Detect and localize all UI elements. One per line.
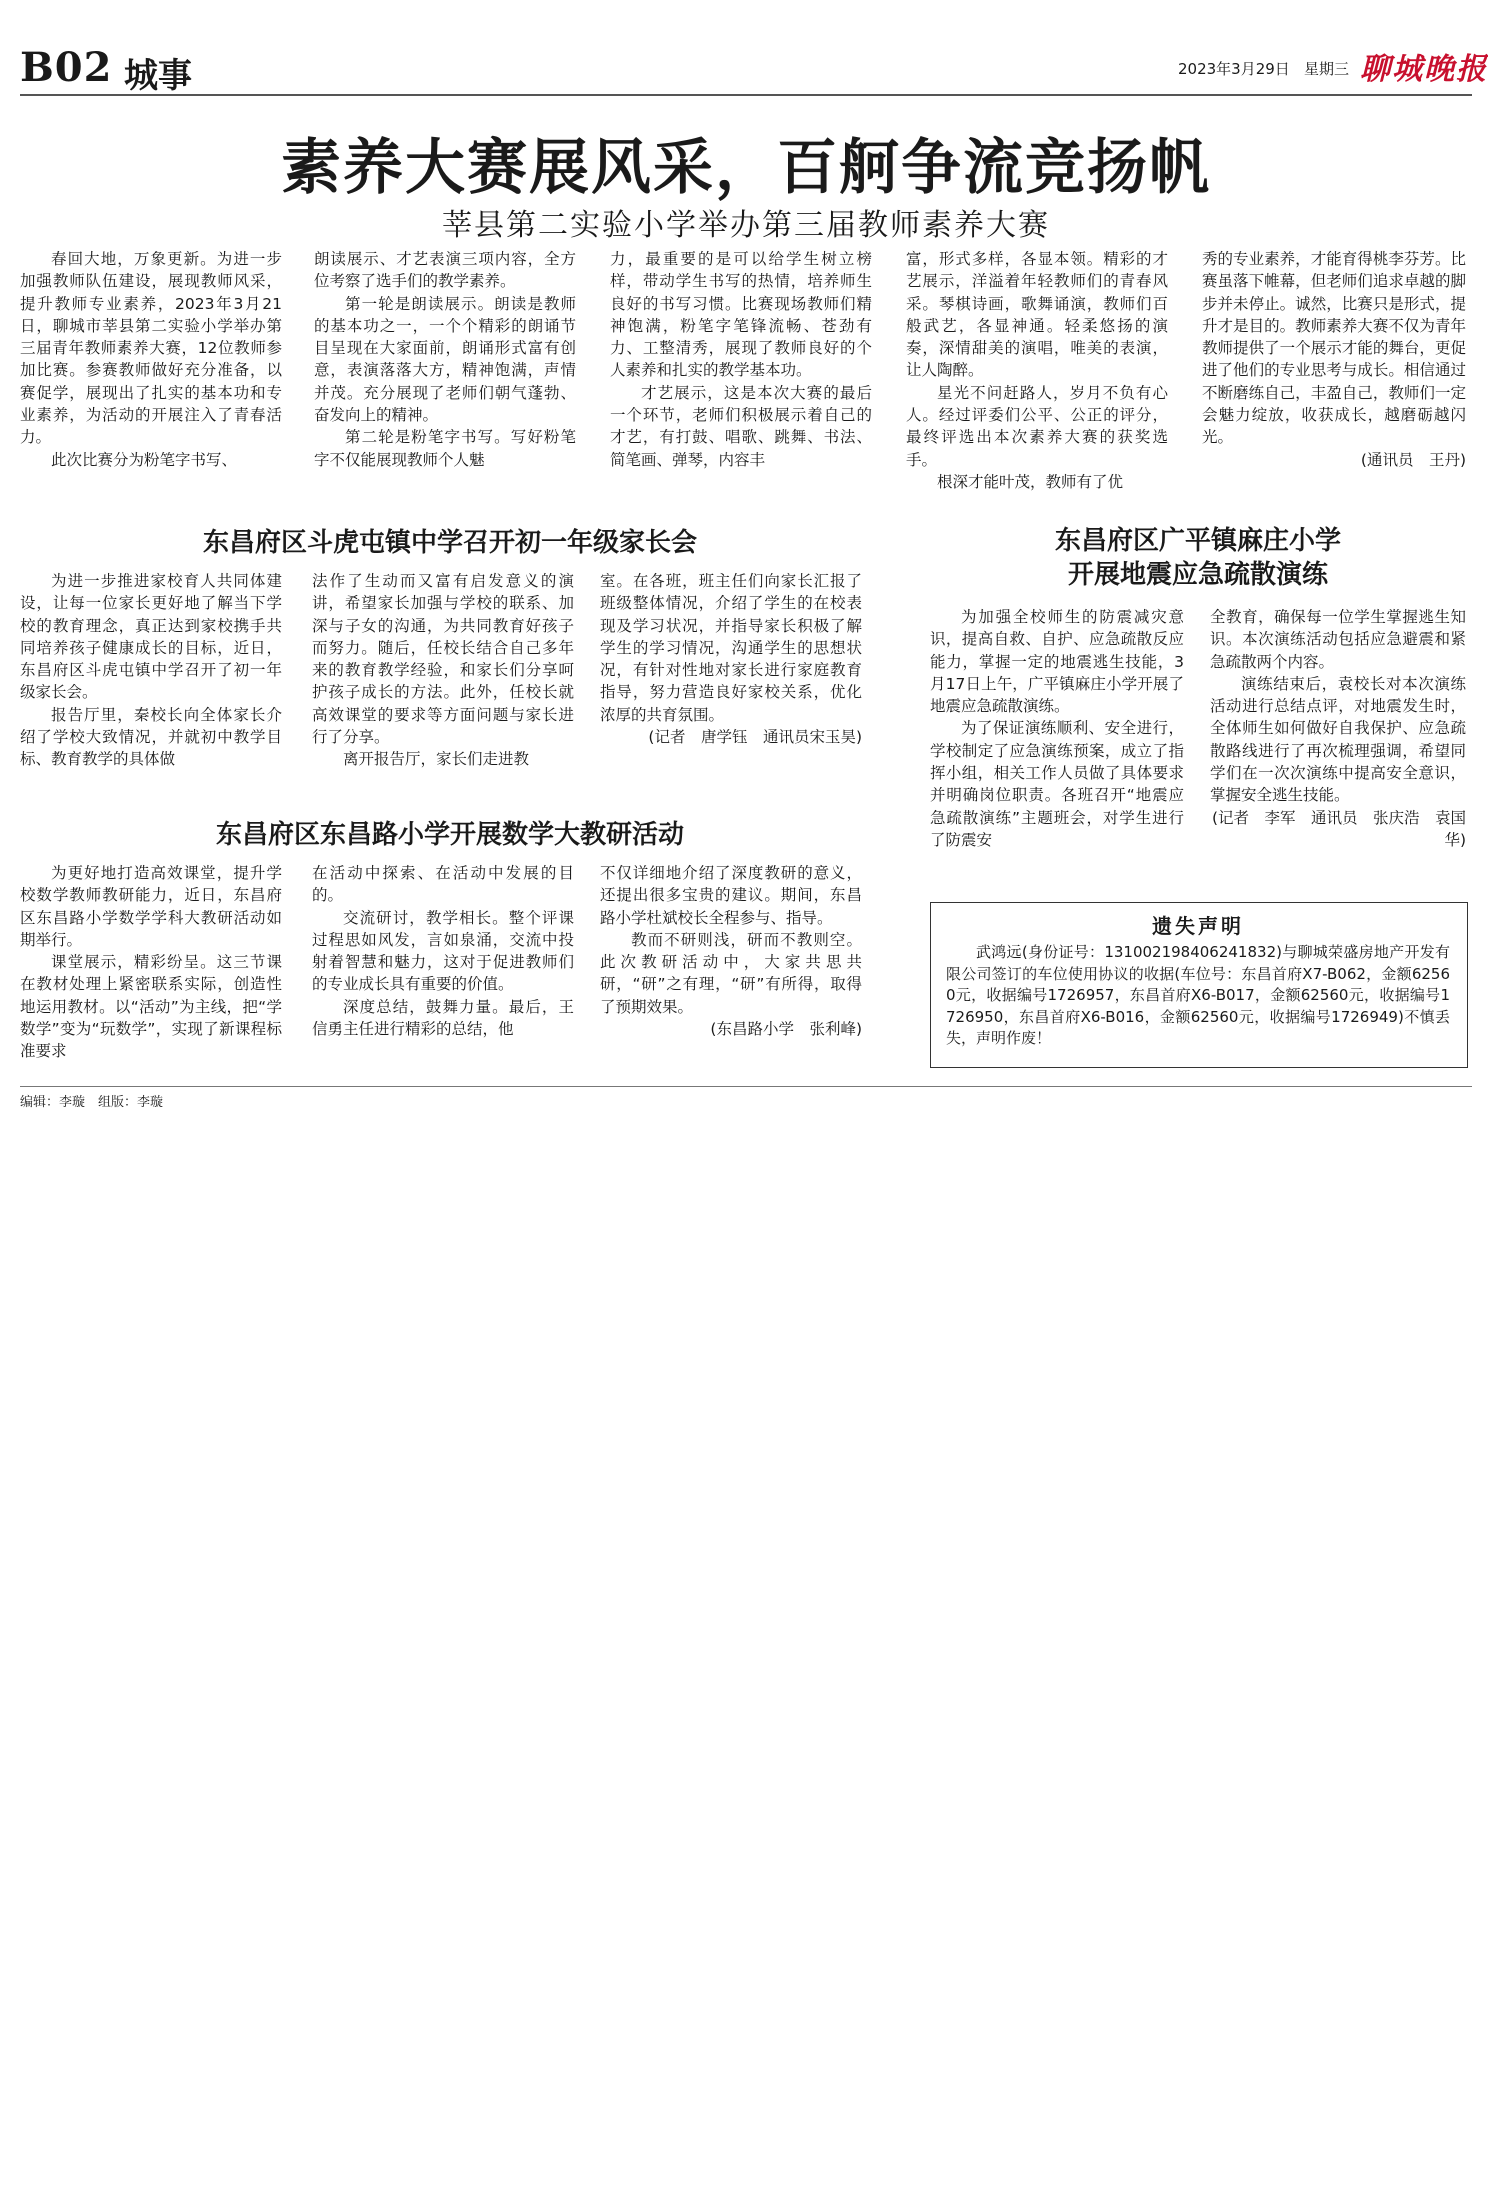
article1-title: 素养大赛展风采，百舸争流竞扬帆 — [281, 133, 1211, 203]
paragraph: 为更好地打造高效课堂，提升学校数学教师教研能力，近日，东昌府区东昌路小学数学学科大教研活动如期举行。 — [20, 864, 282, 949]
article1-byline: (通讯员 王丹) — [1360, 450, 1466, 469]
paragraph: 课堂展示，精彩纷呈。这三节课在教材处理上紧密联系实际，创造性地运用教材。以“活动”为主线，把“学数学”变为“玩数学”，实现了新课程标准要求 — [20, 953, 282, 1061]
article1-column-5 — [1202, 248, 1466, 471]
paragraph: 全教育，确保每一位学生掌握逃生知识。本次演练活动包括应急避震和紧急疏散两个内容。 — [1210, 608, 1466, 671]
paragraph: 在活动中探索、在活动中发展的目的。 — [312, 864, 574, 905]
article4-byline: (东昌路小学 张利峰) — [710, 1020, 862, 1039]
article4-title: 东昌府区东昌路小学开展数学大教研活动 — [215, 820, 684, 850]
paragraph: 为了保证演练顺利、安全进行，学校制定了应急演练预案，成立了指挥小组，相关工作人员做了具体要求并明确岗位职责。各班召开“地震应急疏散演练”主题班会，对学生进行了防震安 — [930, 719, 1184, 849]
article3-title — [930, 524, 1466, 592]
paragraph: 法作了生动而又富有启发意义的演讲，希望家长加强与学校的联系、加深与子女的沟通，为共同教育好孩子而努力。随后，任校长结合自己多年来的教育教学经验，和家长们分享呵护孩子成长的方法。此外，任校长就高效课堂的要求等方面问题与家长进行了分享。 — [312, 572, 574, 747]
paragraph: 不仅详细地介绍了深度教研的意义，还提出很多宝贵的建议。期间，东昌路小学杜斌校长全程参与、指导。 — [600, 864, 862, 927]
article1-column-1 — [20, 248, 282, 471]
article4-column-1 — [20, 862, 282, 1063]
article3-title-line2: 开展地震应急疏散演练 — [1067, 560, 1328, 590]
paragraph: 第一轮是朗读展示。朗读是教师的基本功之一，一个个精彩的朗诵节目呈现在大家面前，朗诵形式富有创意，表演落落大方，精神饱满，声情并茂。充分展现了老师们朝气蓬勃、奋发向上的精神。 — [314, 294, 576, 425]
article1-column-3 — [610, 248, 872, 471]
paragraph: 此次比赛分为粉笔字书写、 — [51, 450, 238, 469]
paragraph: 力，最重要的是可以给学生树立榜样，带动学生书写的热情，培养师生良好的书写习惯。比赛现场教师们精神饱满，粉笔字笔锋流畅、苍劲有力、工整清秀，展现了教师良好的个人素养和扎实的教学基本功。 — [610, 250, 872, 380]
article4-column-2 — [312, 862, 574, 1040]
article3-column-2 — [1210, 606, 1466, 851]
paragraph: 朗读展示、才艺表演三项内容，全方位考察了选手们的教学素养。 — [314, 250, 576, 291]
paragraph: 为加强全校师生的防震减灾意识，提高自救、自护、应急疏散反应能力，掌握一定的地震逃生技能，3月17日上午，广平镇麻庄小学开展了地震应急疏散演练。 — [930, 608, 1184, 716]
paragraph: 演练结束后，袁校长对本次演练活动进行总结点评，对地震发生时，全体师生如何做好自我保护、应急疏散路线进行了再次梳理强调，希望同学们在一次次演练中提高安全意识，掌握安全逃生技能。 — [1210, 674, 1466, 805]
paragraph: 教而不研则浅，研而不教则空。此次教研活动中，大家共思共研，“研”之有理，“研”有所得，取得了预期效果。 — [600, 930, 862, 1016]
article3-column-1 — [930, 606, 1184, 851]
paragraph: 深度总结，鼓舞力量。最后，王信勇主任进行精彩的总结，他 — [312, 997, 574, 1039]
article2-column-3 — [600, 570, 862, 748]
section-name: 城事 — [124, 56, 192, 96]
article4-column-3 — [600, 862, 862, 1040]
paragraph: 春回大地，万象更新。为进一步加强教师队伍建设，展现教师风采，提升教师专业素养，2023年3月21日，聊城市莘县第二实验小学举办第三届青年教师素养大赛，12位教师参加比赛。参赛教师做好充分准备，以赛促学，展现出了扎实的基本功和专业素养，为活动的开展注入了青春活力。 — [20, 250, 282, 447]
newspaper-logo: 聊城晚报 — [1360, 52, 1488, 87]
paragraph: 第二轮是粉笔字书写。写好粉笔字不仅能展现教师个人魅 — [314, 428, 576, 469]
paragraph: 离开报告厅，家长们走进教 — [343, 750, 530, 769]
article2-column-1 — [20, 570, 282, 771]
masthead-rule — [20, 94, 1472, 96]
article2-column-2 — [312, 570, 574, 771]
page-number: B02 — [20, 44, 113, 91]
paragraph: 室。在各班，班主任们向家长汇报了班级整体情况，介绍了学生的在校表现及学习状况，并指导家长积极了解学生的学习情况，沟通学生的思想状况，有针对性地对家长进行家庭教育指导，努力营造良好家校关系，优化浓厚的共育氛围。 — [600, 572, 862, 724]
editor-credit: 编辑：李璇 组版：李璇 — [20, 1095, 164, 1110]
article1-column-2 — [314, 248, 576, 471]
footer-rule — [20, 1086, 1472, 1087]
article1-column-4 — [906, 248, 1168, 493]
paragraph: 富，形式多样，各显本领。精彩的才艺展示，洋溢着年轻教师们的青春风采。琴棋诗画，歌舞诵演，教师们百般武艺，各显神通。轻柔悠扬的演奏，深情甜美的演唱，唯美的表演，让人陶醉。 — [906, 250, 1168, 380]
paragraph: 交流研讨，教学相长。整个评课过程思如风发，言如泉涌，交流中投射着智慧和魅力，这对于促进教师们的专业成长具有重要的价值。 — [312, 908, 574, 994]
article2-title: 东昌府区斗虎屯镇中学召开初一年级家长会 — [202, 528, 697, 558]
paragraph: 为进一步推进家校育人共同体建设，让每一位家长更好地了解当下学校的教育理念，真正达到家校携手共同培养孩子健康成长的目标，近日，东昌府区斗虎屯镇中学召开了初一年级家长会。 — [20, 572, 282, 702]
paragraph: 根深才能叶茂，教师有了优 — [937, 472, 1124, 491]
paragraph: 星光不问赶路人，岁月不负有心人。经过评委们公平、公正的评分，最终评选出本次素养大赛的获奖选手。 — [906, 383, 1168, 469]
paragraph: 武鸿远(身份证号：131002198406241832)与聊城荣盛房地产开发有限公司签订的车位使用协议的收据(车位号：东昌首府X7-B062，金额62560元，收据编号1726957，东昌首府X6-B017，金额62560元，收据编号1726950，东昌首府X6-B016，金额62560元，收据编号1726949)不慎丢失，声明作废！ — [946, 943, 1450, 1047]
paragraph: 报告厅里，秦校长向全体家长介绍了学校大致情况，并就初中教学目标、教育教学的具体做 — [20, 705, 282, 769]
issue-date: 2023年3月29日 — [1178, 60, 1290, 78]
issue-weekday: 星期三 — [1304, 60, 1350, 78]
lost-notice-title: 遗失声明 — [1152, 914, 1244, 938]
article2-byline: (记者 唐学钰 通讯员宋玉昊) — [648, 728, 862, 747]
article1-subtitle: 莘县第二实验小学举办第三届教师素养大赛 — [442, 208, 1050, 243]
article3-title-line1: 东昌府区广平镇麻庄小学 — [1054, 526, 1341, 556]
paragraph: 秀的专业素养，才能育得桃李芬芳。比赛虽落下帷幕，但老师们追求卓越的脚步并未停止。诚然，比赛只是形式，提升才是目的。教师素养大赛不仅为青年教师提供了一个展示才能的舞台，更促进了他们的专业思考与成长。相信通过不断磨练自己，丰盈自己，教师们一定会魅力绽放，收获成长，越磨砺越闪光。 — [1202, 250, 1466, 447]
article3-byline: (记者 李军 通讯员 张庆浩 袁国华) — [1211, 808, 1466, 849]
paragraph: 才艺展示，这是本次大赛的最后一个环节，老师们积极展示着自己的才艺，有打鼓、唱歌、跳舞、书法、简笔画、弹琴，内容丰 — [610, 383, 872, 469]
lost-notice-body — [946, 942, 1450, 1050]
